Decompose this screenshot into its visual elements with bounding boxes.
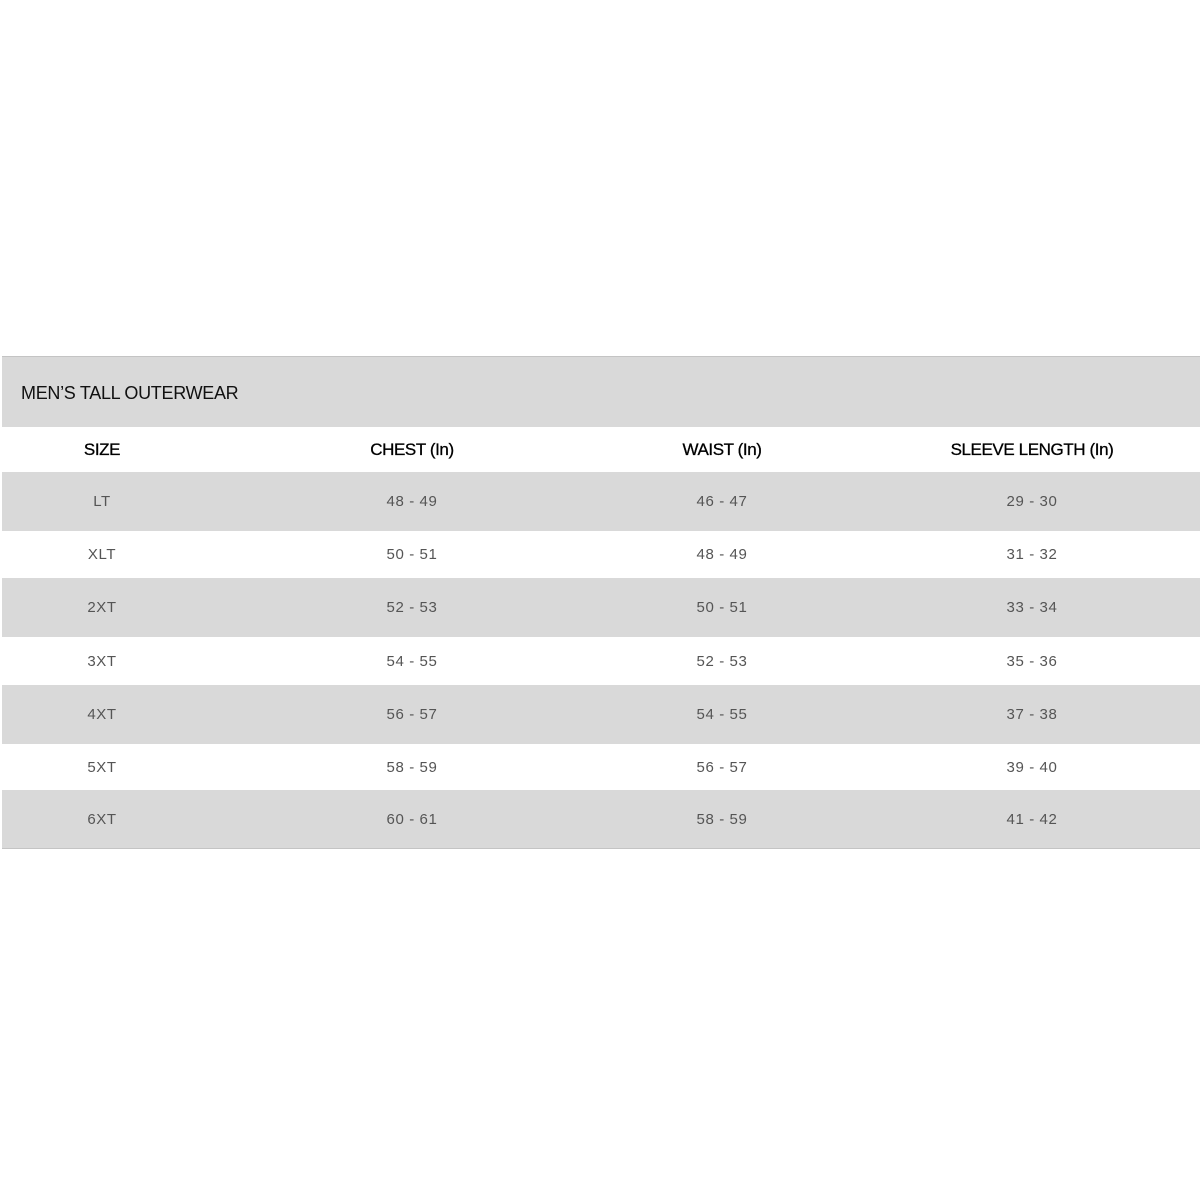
table-row: [2, 685, 1200, 744]
chest-cell: 56 - 57: [386, 706, 438, 723]
chart-title: MEN’S TALL OUTERWEAR: [21, 383, 239, 403]
column-header-waist: WAIST (In): [682, 439, 762, 459]
waist-cell: 54 - 55: [696, 706, 748, 723]
column-header-chest: CHEST (In): [370, 439, 454, 459]
sleeve-length-cell: 31 - 32: [1006, 546, 1058, 563]
chest-cell: 58 - 59: [386, 758, 438, 776]
waist-cell: 52 - 53: [696, 652, 748, 670]
waist-cell: 58 - 59: [696, 810, 748, 828]
size-cell: XLT: [87, 546, 117, 563]
table-row: [2, 790, 1200, 848]
size-cell: 2XT: [87, 599, 117, 616]
column-header-sleeve-length: SLEEVE LENGTH (In): [950, 439, 1114, 459]
chest-cell: 52 - 53: [386, 599, 438, 616]
sleeve-length-cell: 39 - 40: [1006, 758, 1058, 776]
chart-title-bar: [2, 357, 1200, 427]
size-cell: 4XT: [87, 706, 117, 723]
chest-cell: 48 - 49: [386, 493, 438, 510]
waist-cell: 46 - 47: [696, 493, 748, 510]
size-cell: LT: [93, 493, 111, 510]
table-row: [2, 531, 1200, 578]
sleeve-length-cell: 29 - 30: [1006, 493, 1058, 510]
chest-cell: 50 - 51: [386, 546, 438, 563]
chest-cell: 54 - 55: [386, 652, 438, 670]
table-row: [2, 472, 1200, 531]
sleeve-length-cell: 33 - 34: [1006, 599, 1058, 616]
size-cell: 3XT: [87, 652, 117, 670]
size-cell: 5XT: [87, 758, 117, 776]
column-header-size: SIZE: [83, 439, 121, 459]
waist-cell: 50 - 51: [696, 599, 748, 616]
size-cell: 6XT: [87, 810, 117, 828]
sleeve-length-cell: 37 - 38: [1006, 706, 1058, 723]
table-row: [2, 637, 1200, 685]
sleeve-length-cell: 35 - 36: [1006, 652, 1058, 670]
sleeve-length-cell: 41 - 42: [1006, 810, 1058, 828]
size-chart-table: [2, 356, 1200, 849]
table-row: [2, 578, 1200, 637]
chest-cell: 60 - 61: [386, 810, 438, 828]
waist-cell: 56 - 57: [696, 758, 748, 776]
table-row: [2, 744, 1200, 790]
waist-cell: 48 - 49: [696, 546, 748, 563]
table-header-row: [2, 427, 1200, 472]
